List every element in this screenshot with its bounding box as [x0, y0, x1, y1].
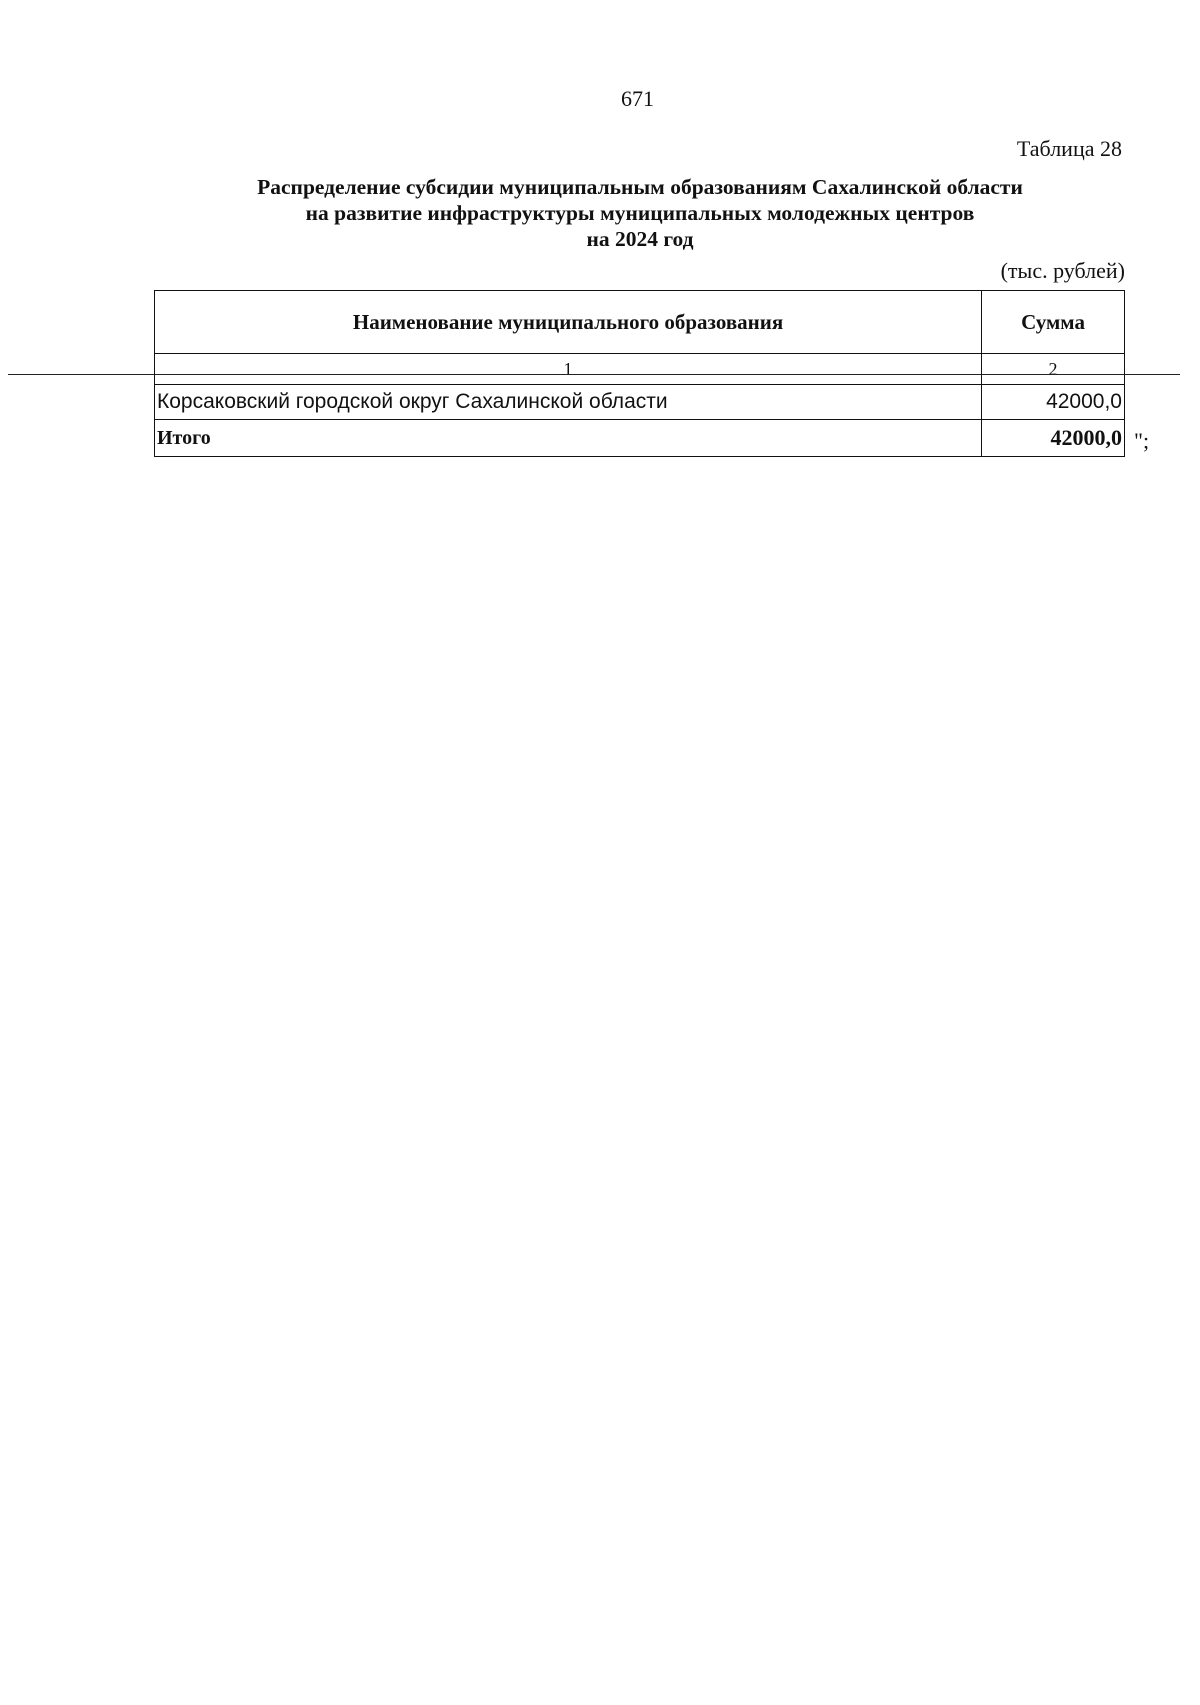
closing-quote-mark: ";: [1134, 428, 1150, 453]
title-line-3: на 2024 год: [586, 227, 694, 251]
table-header-row: [155, 291, 1125, 354]
table-row: [155, 385, 1125, 420]
units-label: (тыс. рублей): [1000, 258, 1125, 283]
scan-artifact-line: [8, 374, 1180, 375]
page-number: 671: [621, 86, 654, 111]
document-title: [150, 174, 1130, 252]
total-label: Итого: [155, 420, 982, 457]
header-name: Наименование муниципального образования: [155, 291, 982, 354]
total-sum: 42000,0: [982, 420, 1125, 457]
title-line-1: Распределение субсидии муниципальным образованиям Сахалинской области: [257, 175, 1023, 199]
column-number-row: [155, 354, 1125, 385]
row-name: Корсаковский городской округ Сахалинской области: [155, 385, 982, 420]
column-number-name: 1: [155, 354, 982, 385]
row-sum: 42000,0: [982, 385, 1125, 420]
header-sum: Сумма: [982, 291, 1125, 354]
title-line-2: на развитие инфраструктуры муниципальных молодежных центров: [305, 201, 975, 225]
total-row: [155, 420, 1125, 457]
table-label: Таблица 28: [1016, 136, 1122, 161]
column-number-sum: 2: [982, 354, 1125, 385]
